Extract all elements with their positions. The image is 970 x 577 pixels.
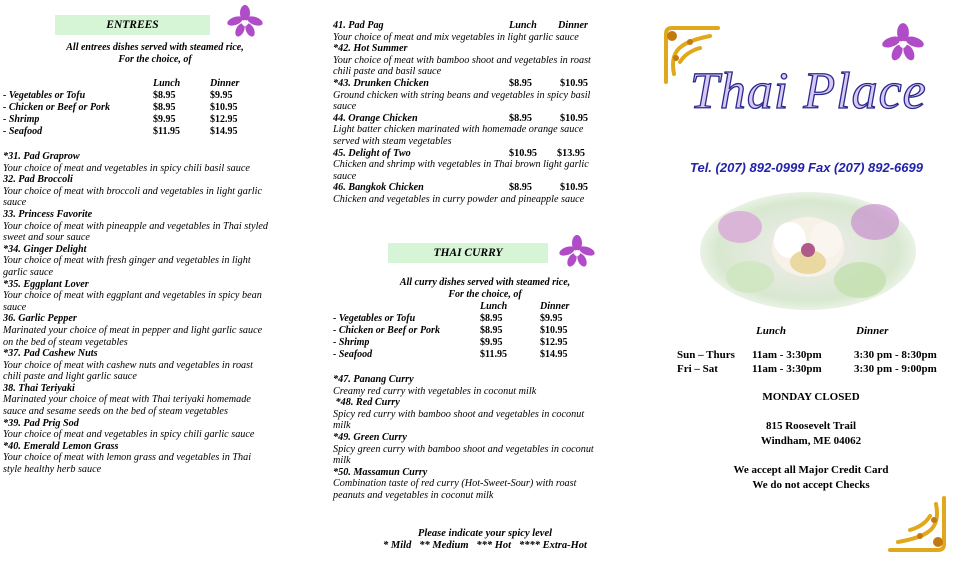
price-lunch: $11.95 bbox=[480, 349, 507, 360]
item-name: *34. Ginger Delight bbox=[3, 243, 87, 255]
item-name: *48. Red Curry bbox=[333, 397, 400, 409]
item-desc: Your choice of meat with bamboo shoot and vegetables in roast bbox=[333, 54, 591, 66]
item-name: 44. Orange Chicken bbox=[333, 112, 418, 124]
item-lunch-price: $8.95 bbox=[509, 112, 532, 124]
menu-item bbox=[333, 78, 633, 113]
item-desc: sauce bbox=[3, 301, 27, 313]
item-dinner-price: Dinner bbox=[558, 20, 589, 31]
item-desc: chili paste and light garlic sauce bbox=[3, 371, 137, 383]
address-line: Windham, ME 04062 bbox=[760, 435, 862, 447]
item-desc: style healthy herb sauce bbox=[3, 464, 102, 476]
item-desc: Your choice of meat with cashew nuts and vegetables in roast bbox=[3, 359, 253, 371]
price-label: - Vegetables or Tofu bbox=[3, 90, 86, 101]
price-label: - Vegetables or Tofu bbox=[333, 313, 416, 324]
item-name: 33. Princess Favorite bbox=[3, 208, 93, 220]
hours-days: Sun – Thurs bbox=[677, 349, 735, 361]
price-row bbox=[3, 102, 239, 114]
curry-note-line: All curry dishes served with steamed rice, bbox=[399, 277, 571, 288]
item-desc: sauce bbox=[3, 197, 27, 209]
entrees-note bbox=[0, 42, 310, 66]
mid-entrees-list bbox=[333, 20, 633, 206]
item-name: 46. Bangkok Chicken bbox=[333, 182, 424, 194]
item-name: 32. Pad Broccoli bbox=[3, 174, 73, 186]
entrees-note-line: For the choice, of bbox=[118, 54, 192, 65]
item-name: *40. Emerald Lemon Grass bbox=[3, 440, 119, 452]
item-desc: Spicy red curry with bamboo shoot and vegetables in coconut bbox=[333, 408, 585, 420]
price-lunch: $8.95 bbox=[480, 313, 503, 324]
menu-item bbox=[333, 432, 631, 467]
item-desc: Creamy red curry with vegetables in coconut milk bbox=[333, 385, 537, 397]
item-desc: Chicken and vegetables in curry powder and pineapple sauce bbox=[333, 193, 585, 205]
price-lunch: $9.95 bbox=[480, 337, 503, 348]
item-dinner-price: $10.95 bbox=[560, 112, 589, 124]
item-desc: sweet and sour sauce bbox=[3, 232, 90, 244]
menu-item bbox=[3, 313, 308, 348]
item-lunch-price: $8.95 bbox=[509, 77, 532, 89]
item-desc: Spicy green curry with bamboo shoot and vegetables in coconut bbox=[333, 443, 594, 455]
price-row bbox=[333, 349, 569, 361]
item-name: *42. Hot Summer bbox=[333, 43, 408, 55]
hours-lunch: 11am - 3:30pm bbox=[752, 363, 822, 375]
item-name: 45. Delight of Two bbox=[333, 147, 411, 159]
phone-line: Tel. (207) 892-0999 Fax (207) 892-6699 bbox=[690, 160, 923, 175]
menu-item bbox=[3, 279, 308, 314]
price-label: - Seafood bbox=[333, 349, 373, 360]
curry-note-line: For the choice, of bbox=[448, 289, 522, 300]
item-name: *43. Drunken Chicken bbox=[333, 77, 429, 89]
item-desc: milk bbox=[333, 420, 351, 432]
price-dinner: $10.95 bbox=[540, 325, 568, 336]
price-row bbox=[333, 325, 569, 337]
price-label: - Shrimp bbox=[3, 114, 40, 125]
menu-item bbox=[333, 43, 633, 78]
item-name: *35. Eggplant Lover bbox=[3, 278, 89, 290]
payment-line: We accept all Major Credit Card bbox=[733, 464, 889, 476]
item-name: 41. Pad Pag bbox=[333, 20, 384, 31]
item-desc: on the bed of steam vegetables bbox=[3, 336, 128, 348]
price-dinner: $9.95 bbox=[540, 313, 563, 324]
price-dinner: $10.95 bbox=[210, 102, 238, 113]
menu-item bbox=[3, 383, 308, 418]
price-row bbox=[3, 126, 239, 138]
item-desc: served with steam vegetables bbox=[333, 135, 452, 147]
item-name: *47. Panang Curry bbox=[333, 374, 414, 385]
price-label: - Shrimp bbox=[333, 337, 370, 348]
closed-notice: MONDAY CLOSED bbox=[762, 391, 860, 403]
hours-days: Fri – Sat bbox=[677, 363, 718, 375]
menu-item bbox=[3, 418, 308, 441]
price-lunch: $8.95 bbox=[153, 102, 176, 113]
entrees-list bbox=[3, 151, 308, 476]
item-lunch-price: $8.95 bbox=[509, 182, 532, 194]
item-lunch-price: $10.95 bbox=[509, 147, 538, 159]
item-name: 36. Garlic Pepper bbox=[3, 313, 77, 325]
menu-item bbox=[3, 151, 308, 174]
item-name: *50. Massamun Curry bbox=[333, 466, 428, 478]
item-desc: Your choice of meat with fresh ginger and vegetables in light bbox=[3, 255, 251, 267]
curry-list bbox=[333, 374, 631, 502]
item-dinner-price: $10.95 bbox=[560, 77, 589, 89]
price-head-lunch: Lunch bbox=[153, 78, 181, 89]
hours-head-dinner: Dinner bbox=[856, 325, 889, 337]
price-head-lunch: Lunch bbox=[480, 301, 508, 312]
entrees-price-table bbox=[3, 78, 239, 138]
item-desc: sauce bbox=[333, 101, 357, 113]
address-line: 815 Roosevelt Trail bbox=[765, 420, 857, 432]
gold-corner-ornament-icon bbox=[884, 494, 950, 554]
item-lunch-price: Lunch bbox=[509, 20, 537, 31]
spicy-levels: * Mild ** Medium *** Hot **** Extra-Hot bbox=[383, 540, 587, 551]
item-desc: milk bbox=[333, 455, 351, 467]
menu-item bbox=[333, 467, 631, 502]
price-dinner: $14.95 bbox=[210, 126, 238, 137]
menu-item bbox=[333, 182, 633, 205]
spicy-note bbox=[340, 528, 630, 552]
item-desc: Your choice of meat and vegetables in spicy chili garlic sauce bbox=[3, 429, 255, 441]
menu-item bbox=[333, 374, 631, 397]
hours-head-lunch: Lunch bbox=[756, 325, 786, 337]
price-dinner: $12.95 bbox=[540, 337, 568, 348]
hours-dinner: 3:30 pm - 9:00pm bbox=[854, 363, 937, 375]
entrees-header: ENTREES bbox=[55, 15, 210, 35]
price-row bbox=[3, 114, 239, 126]
price-row bbox=[333, 337, 569, 349]
hours-dinner: 3:30 pm - 8:30pm bbox=[854, 349, 937, 361]
right-column bbox=[652, 0, 970, 577]
item-desc: Your choice of meat with eggplant and vegetables in spicy bean bbox=[3, 290, 262, 302]
spicy-note-line: Please indicate your spicy level bbox=[417, 528, 553, 539]
item-desc: Your choice of meat and vegetables in spicy chili basil sauce bbox=[3, 162, 250, 174]
item-desc: Your choice of meat with lemon grass and vegetables in Thai bbox=[3, 452, 252, 464]
price-label: - Seafood bbox=[3, 126, 43, 137]
price-head-dinner: Dinner bbox=[210, 78, 240, 89]
menu-item bbox=[333, 148, 633, 183]
menu-item bbox=[333, 397, 631, 432]
item-name: 38. Thai Teriyaki bbox=[3, 382, 75, 394]
curry-note bbox=[340, 277, 630, 301]
item-name: *39. Pad Prig Sod bbox=[3, 417, 79, 429]
item-desc: Your choice of meat and mix vegetables in light garlic sauce bbox=[333, 31, 579, 43]
orchid-icon bbox=[557, 234, 597, 268]
flower-photo bbox=[700, 192, 916, 310]
menu-item bbox=[3, 348, 308, 383]
menu-item bbox=[3, 441, 308, 476]
item-desc: peanuts and vegetables in coconut milk bbox=[333, 489, 494, 501]
item-name: *31. Pad Graprow bbox=[3, 151, 80, 162]
item-desc: chili paste and basil sauce bbox=[333, 66, 442, 78]
menu-item bbox=[333, 113, 633, 148]
payment-line: We do not accept Checks bbox=[752, 479, 870, 491]
item-desc: Light batter chicken marinated with homemade orange sauce bbox=[333, 124, 584, 136]
orchid-icon bbox=[225, 4, 265, 38]
restaurant-name: Thai Place bbox=[690, 63, 927, 120]
price-label: - Chicken or Beef or Pork bbox=[333, 325, 440, 336]
item-desc: Your choice of meat with pineapple and vegetables in Thai styled bbox=[3, 220, 269, 232]
menu-item bbox=[333, 20, 633, 43]
orchid-icon bbox=[878, 22, 928, 62]
price-row bbox=[3, 90, 239, 102]
item-desc: sauce and sesame seeds on the bed of steam vegetables bbox=[3, 406, 228, 418]
price-label: - Chicken or Beef or Pork bbox=[3, 102, 110, 113]
menu-item bbox=[3, 244, 308, 279]
price-lunch: $9.95 bbox=[153, 114, 176, 125]
item-name: *49. Green Curry bbox=[333, 431, 407, 443]
menu-item bbox=[3, 209, 308, 244]
item-desc: garlic sauce bbox=[3, 266, 54, 278]
item-desc: Marinated your choice of meat in pepper and light garlic sauce bbox=[3, 324, 263, 336]
curry-header: THAI CURRY bbox=[388, 243, 548, 263]
item-name: *37. Pad Cashew Nuts bbox=[3, 348, 98, 360]
curry-price-table bbox=[333, 301, 569, 361]
price-dinner: $12.95 bbox=[210, 114, 238, 125]
item-desc: Combination taste of red curry (Hot-Sweet-Sour) with roast bbox=[333, 478, 577, 490]
item-desc: Marinated your choice of meat with Thai teriyaki homemade bbox=[3, 394, 251, 406]
item-desc: Your choice of meat with broccoli and vegetables in light garlic bbox=[3, 185, 262, 197]
price-row bbox=[333, 313, 569, 325]
item-desc: Ground chicken with string beans and vegetables in spicy basil bbox=[333, 89, 591, 101]
hours-lunch: 11am - 3:30pm bbox=[752, 349, 822, 361]
price-dinner: $14.95 bbox=[540, 349, 568, 360]
item-desc: sauce bbox=[333, 170, 357, 182]
price-head-dinner: Dinner bbox=[540, 301, 570, 312]
price-lunch: $8.95 bbox=[153, 90, 176, 101]
item-dinner-price: $10.95 bbox=[560, 182, 589, 194]
price-dinner: $9.95 bbox=[210, 90, 233, 101]
price-lunch: $8.95 bbox=[480, 325, 503, 336]
menu-item bbox=[3, 174, 308, 209]
price-lunch: $11.95 bbox=[153, 126, 180, 137]
item-desc: Chicken and shrimp with vegetables in Thai brown light garlic bbox=[333, 159, 589, 171]
entrees-note-line: All entrees dishes served with steamed rice, bbox=[66, 42, 244, 53]
item-dinner-price: $13.95 bbox=[557, 147, 586, 159]
